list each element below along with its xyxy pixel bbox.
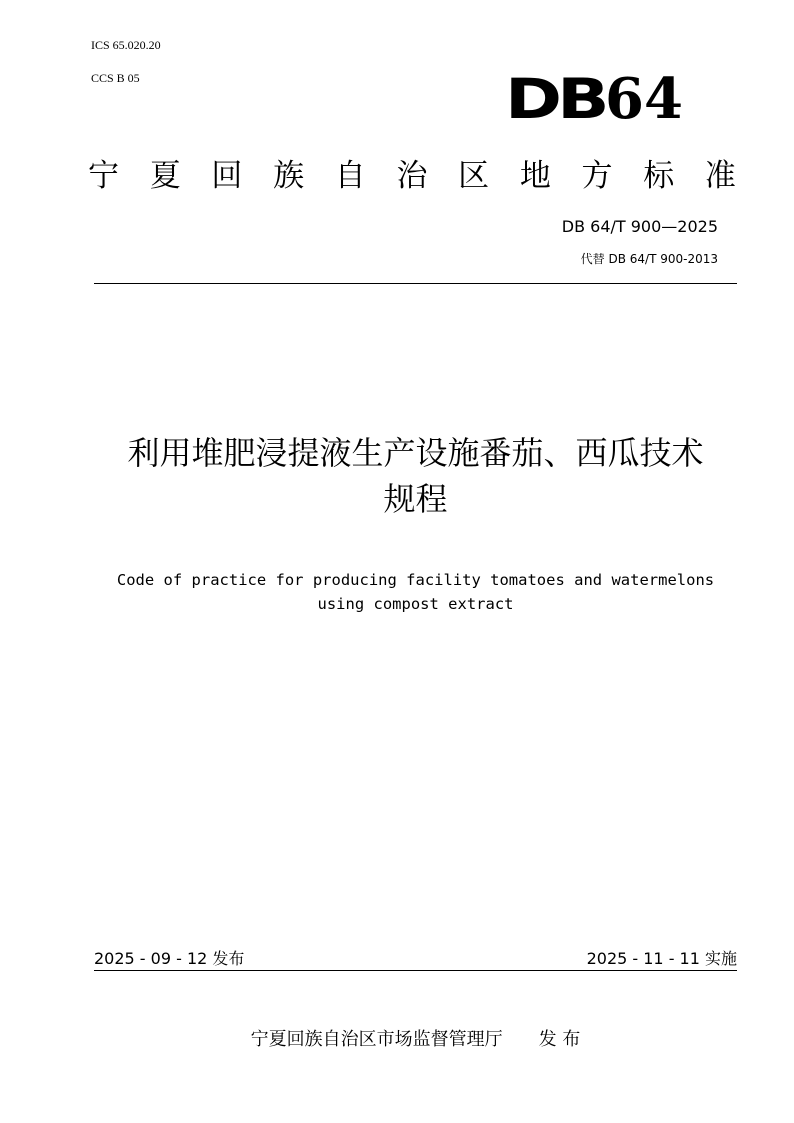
authority-char: 方 [581,158,613,194]
bottom-divider [94,970,737,971]
ccs-code: CCS B 05 [91,71,140,85]
ics-code: ICS 65.020.20 [91,38,161,52]
issuing-authority [94,1025,737,1051]
issuer-name: 宁夏回族自治区市场监督管理厅 [250,1029,503,1050]
chinese-title-line: 规程 [383,480,448,518]
authority-char: 自 [334,158,366,194]
authority-char: 治 [396,158,428,194]
authority-char: 夏 [149,158,181,194]
issue-word: 发 布 [538,1029,581,1050]
implementation-date: 2025 - 11 - 11 实施 [586,949,737,968]
top-divider [94,283,737,284]
replaced-standard: 代替 DB 64/T 900-2013 [580,252,718,266]
standard-authority-title [88,150,736,195]
english-title-line: using compost extract [317,595,514,613]
standard-number: DB 64/T 900—2025 [561,217,718,236]
english-title [94,568,737,616]
authority-char: 标 [643,158,675,194]
issue-date: 2025 - 09 - 12 发布 [94,949,245,968]
authority-char: 准 [704,158,736,194]
authority-char: 区 [458,158,490,194]
authority-char: 宁 [88,158,119,194]
chinese-title [94,430,737,522]
authority-char: 地 [519,158,551,194]
logo-number: 64 [605,66,683,132]
chinese-title-line: 利用堆肥浸提液生产设施番茄、西瓜技术 [127,434,704,472]
authority-char: 回 [211,158,243,194]
logo-letters: DB [505,67,605,131]
authority-char: 族 [273,158,305,194]
english-title-line: Code of practice for producing facility tomatoes and watermelons [116,571,715,589]
db64-logo [505,66,685,132]
